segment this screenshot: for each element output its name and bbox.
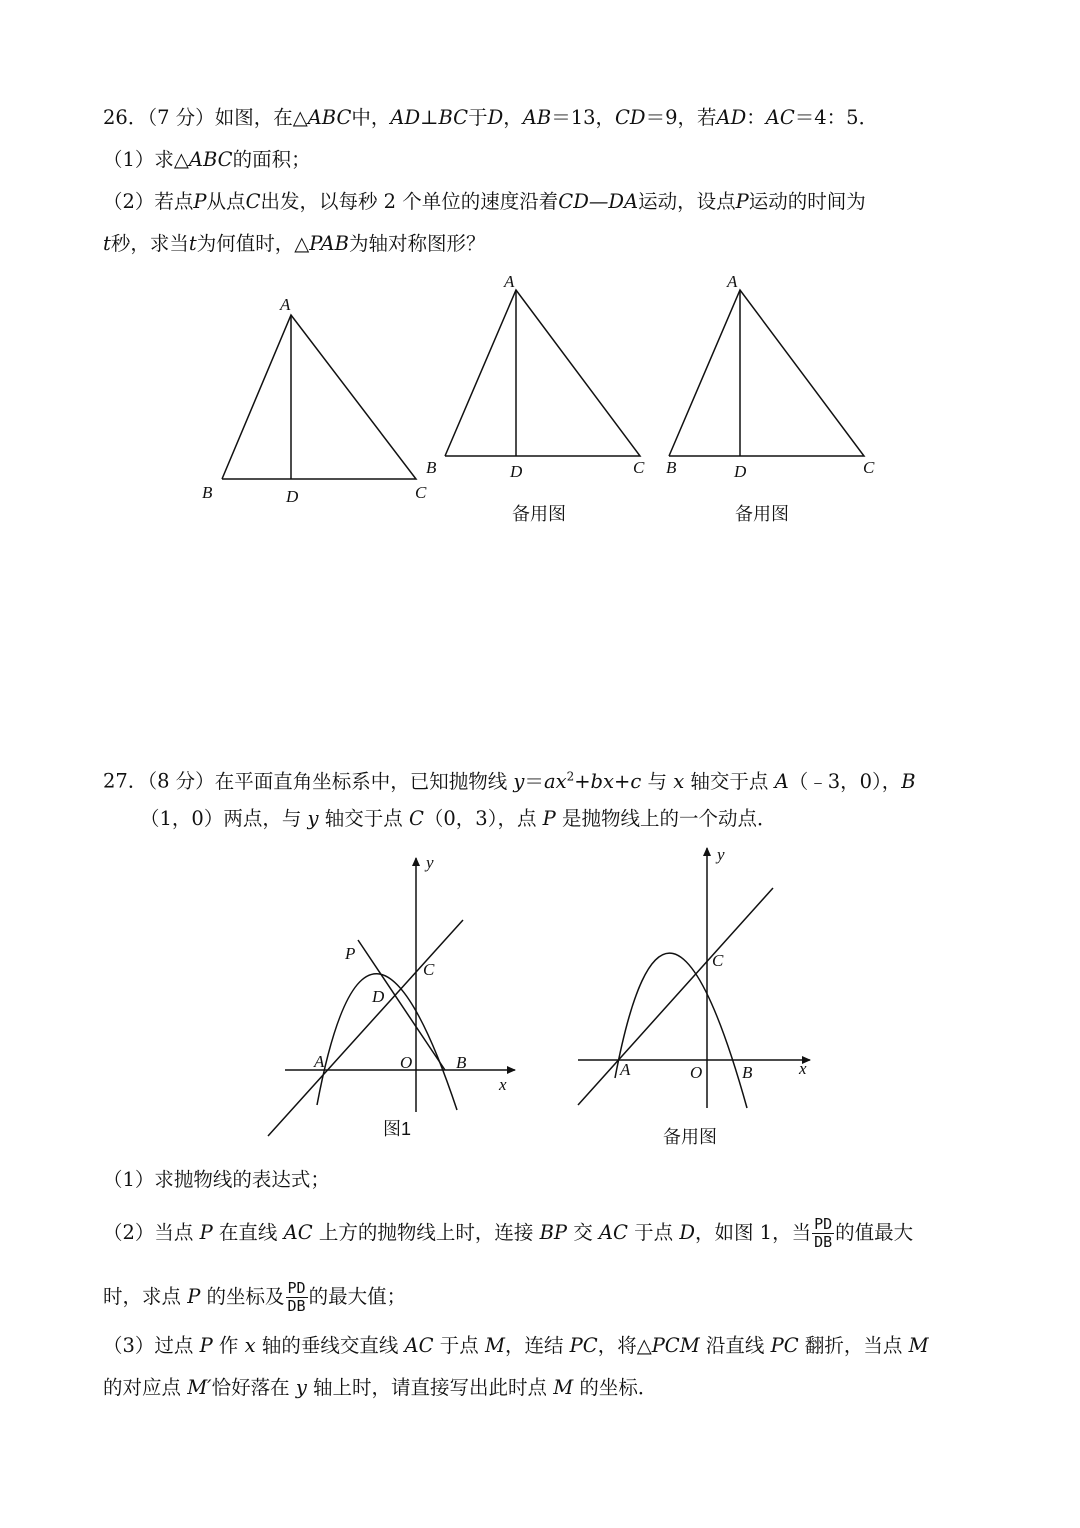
q27-fig1-label-o: O (400, 1053, 413, 1072)
q27-figures (260, 840, 830, 1160)
q27-fraction-pd-db-2 (286, 1280, 308, 1315)
q26-stem-text: 如图，在△ABC中，AD⊥BC于D，AB＝13，CD＝9，若AD：AC＝4：5． (214, 106, 879, 129)
q26-score: （7 分） (147, 106, 215, 129)
q27-spare-label-c: C (712, 951, 724, 970)
q26-spare2-triangle (669, 290, 864, 456)
q26-spare1-label-a: A (504, 272, 515, 291)
q27-spare-label-a: A (620, 1060, 631, 1079)
q26-main-triangle (222, 315, 416, 479)
q27-score: （8 分） (147, 769, 215, 793)
q26-main-label-a: A (280, 295, 291, 314)
q27-part2-line1-b: 的值最大 (835, 1221, 914, 1244)
q27-fig1-parabola (317, 974, 457, 1110)
q27-fig1-label-a: A (314, 1052, 325, 1071)
q26-spare2-label-a: A (727, 272, 738, 291)
q26-spare1-label-b: B (426, 458, 437, 477)
q27-stem-line1-text: 在平面直角坐标系中，已知抛物线 $y=ax^2+bx+c$ 与 x 轴交于点 A（﹣3，0），B (214, 769, 916, 793)
q26-spare2-caption: 备用图 (735, 504, 789, 525)
q27-fig1-label-y: y (426, 853, 434, 872)
q26-spare1-triangle (445, 290, 640, 456)
q26-spare1-caption: 备用图 (512, 504, 566, 525)
q27-stem-line1 (103, 762, 916, 796)
q26-number: 26． (103, 106, 148, 129)
q27-spare-label-o: O (690, 1063, 703, 1082)
q26-part2-line2: t秒，求当t为何值时，△PAB为轴对称图形？ (103, 232, 486, 255)
q26-spare1-label-c: C (633, 458, 645, 477)
q26-spare1-label-d: D (510, 462, 523, 481)
q27-spare-label-b: B (742, 1063, 753, 1082)
q27-part1: （1）求抛物线的表达式； (103, 1168, 330, 1191)
q26-part1: （1）求△ABC的面积； (103, 148, 311, 171)
q27-fig1-label-b: B (456, 1053, 467, 1072)
q26-main-label-c: C (415, 483, 427, 502)
q27-spare-caption: 备用图 (663, 1127, 717, 1148)
q26-main-label-b: B (202, 483, 213, 502)
q26-main-label-d: D (286, 487, 299, 506)
q26-stem (103, 104, 878, 132)
q27-fraction-pd-db (812, 1216, 834, 1251)
q27-part3-line2: 的对应点 M′恰好落在 y 轴上时，请直接写出此时点 M 的坐标． (103, 1376, 658, 1399)
q26-spare2-label-b: B (666, 458, 677, 477)
fraction-numerator: PD (287, 1279, 306, 1297)
q27-fig1-caption: 图1 (383, 1119, 412, 1139)
q27-number: 27． (103, 769, 148, 793)
q26-part2-line1: （2）若点P从点C出发，以每秒 2 个单位的速度沿着CD—DA运动，设点P运动的时间为 (103, 190, 866, 213)
q27-spare-label-x: x (799, 1059, 807, 1078)
q26-spare2-label-c: C (863, 458, 875, 477)
q27-spare-label-y: y (717, 845, 725, 864)
fraction-numerator: PD (814, 1215, 833, 1233)
q27-fig1-label-x: x (499, 1075, 507, 1094)
q27-fig1-label-d: D (372, 987, 385, 1006)
q27-part2-line2-a: 时，求点 P 的坐标及 (103, 1285, 285, 1308)
q27-part2-line1-a: （2）当点 P 在直线 AC 上方的抛物线上时，连接 BP 交 AC 于点 D，如图 1，当 (103, 1221, 812, 1244)
fraction-denominator: DB (287, 1297, 306, 1315)
q27-part3-line1: （3）过点 P 作 x 轴的垂线交直线 AC 于点 M，连结 PC，将△PCM 沿直线 PC 翻折，当点 M (103, 1334, 929, 1357)
q27-fig1-label-p: P (345, 944, 356, 963)
q26-figures (190, 270, 1010, 540)
fraction-denominator: DB (814, 1233, 833, 1251)
q27-spare-parabola (615, 953, 747, 1108)
q27-part2-line2 (103, 1280, 406, 1315)
q27-part2-line1 (103, 1216, 913, 1251)
q26-spare2-label-d: D (734, 462, 747, 481)
q27-stem-line2: （1，0）两点，与 y 轴交于点 C（0，3），点 P 是抛物线上的一个动点． (140, 807, 777, 830)
q27-part2-line2-b: 的最大值； (308, 1285, 407, 1308)
q27-fig1-label-c: C (423, 960, 435, 979)
